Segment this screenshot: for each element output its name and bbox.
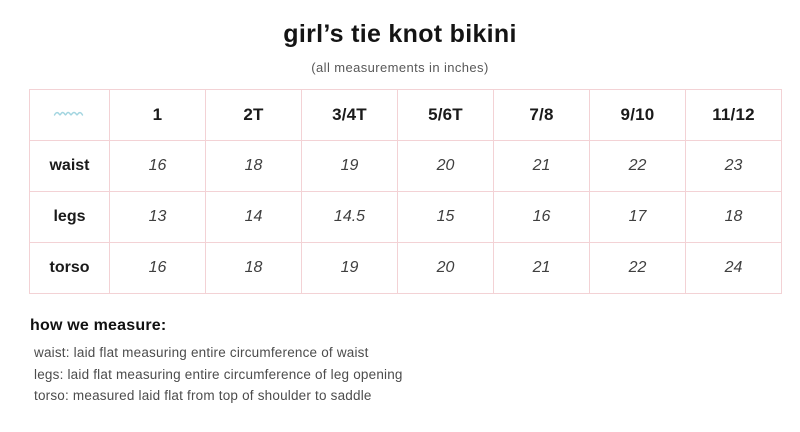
table-header-row bbox=[30, 90, 782, 141]
notes-heading: how we measure: bbox=[30, 317, 167, 334]
column-header-7-8: 7/8 bbox=[494, 90, 590, 141]
page-subtitle: (all measurements in inches) bbox=[311, 60, 489, 75]
table-row-torso bbox=[30, 243, 782, 294]
page-title: girl’s tie knot bikini bbox=[283, 20, 517, 48]
table-cell: 21 bbox=[494, 243, 590, 294]
row-label-torso: torso bbox=[30, 243, 110, 294]
note-line-legs: legs: laid flat measuring entire circumference of leg opening bbox=[34, 366, 403, 382]
column-header-11-12: 11/12 bbox=[686, 90, 782, 141]
column-header-1: 1 bbox=[110, 90, 206, 141]
table-cell: 16 bbox=[494, 192, 590, 243]
table-row-legs bbox=[30, 192, 782, 243]
table-cell: 21 bbox=[494, 141, 590, 192]
table-cell: 19 bbox=[302, 243, 398, 294]
table-cell: 20 bbox=[398, 243, 494, 294]
size-table bbox=[29, 89, 782, 294]
corner-cell bbox=[30, 90, 110, 141]
table-cell: 16 bbox=[110, 141, 206, 192]
row-label-waist: waist bbox=[30, 141, 110, 192]
table-cell: 15 bbox=[398, 192, 494, 243]
note-line-torso: torso: measured laid flat from top of shoulder to saddle bbox=[34, 388, 372, 403]
table-cell: 24 bbox=[686, 243, 782, 294]
table-cell: 14 bbox=[206, 192, 302, 243]
column-header-9-10: 9/10 bbox=[590, 90, 686, 141]
table-cell: 22 bbox=[590, 243, 686, 294]
table-cell: 18 bbox=[206, 141, 302, 192]
measure-notes bbox=[30, 317, 800, 407]
table-cell: 16 bbox=[110, 243, 206, 294]
table-cell: 22 bbox=[590, 141, 686, 192]
table-row-waist bbox=[30, 141, 782, 192]
table-cell: 19 bbox=[302, 141, 398, 192]
wave-icon bbox=[53, 106, 86, 124]
row-label-legs: legs bbox=[30, 192, 110, 243]
table-cell: 14.5 bbox=[302, 192, 398, 243]
note-line-waist: waist: laid flat measuring entire circumference of waist bbox=[34, 345, 369, 360]
table-cell: 17 bbox=[590, 192, 686, 243]
table-cell: 18 bbox=[686, 192, 782, 243]
table-cell: 20 bbox=[398, 141, 494, 192]
column-header-2t: 2T bbox=[206, 90, 302, 141]
table-cell: 13 bbox=[110, 192, 206, 243]
table-cell: 23 bbox=[686, 141, 782, 192]
column-header-5-6t: 5/6T bbox=[398, 90, 494, 141]
column-header-3-4t: 3/4T bbox=[302, 90, 398, 141]
table-cell: 18 bbox=[206, 243, 302, 294]
